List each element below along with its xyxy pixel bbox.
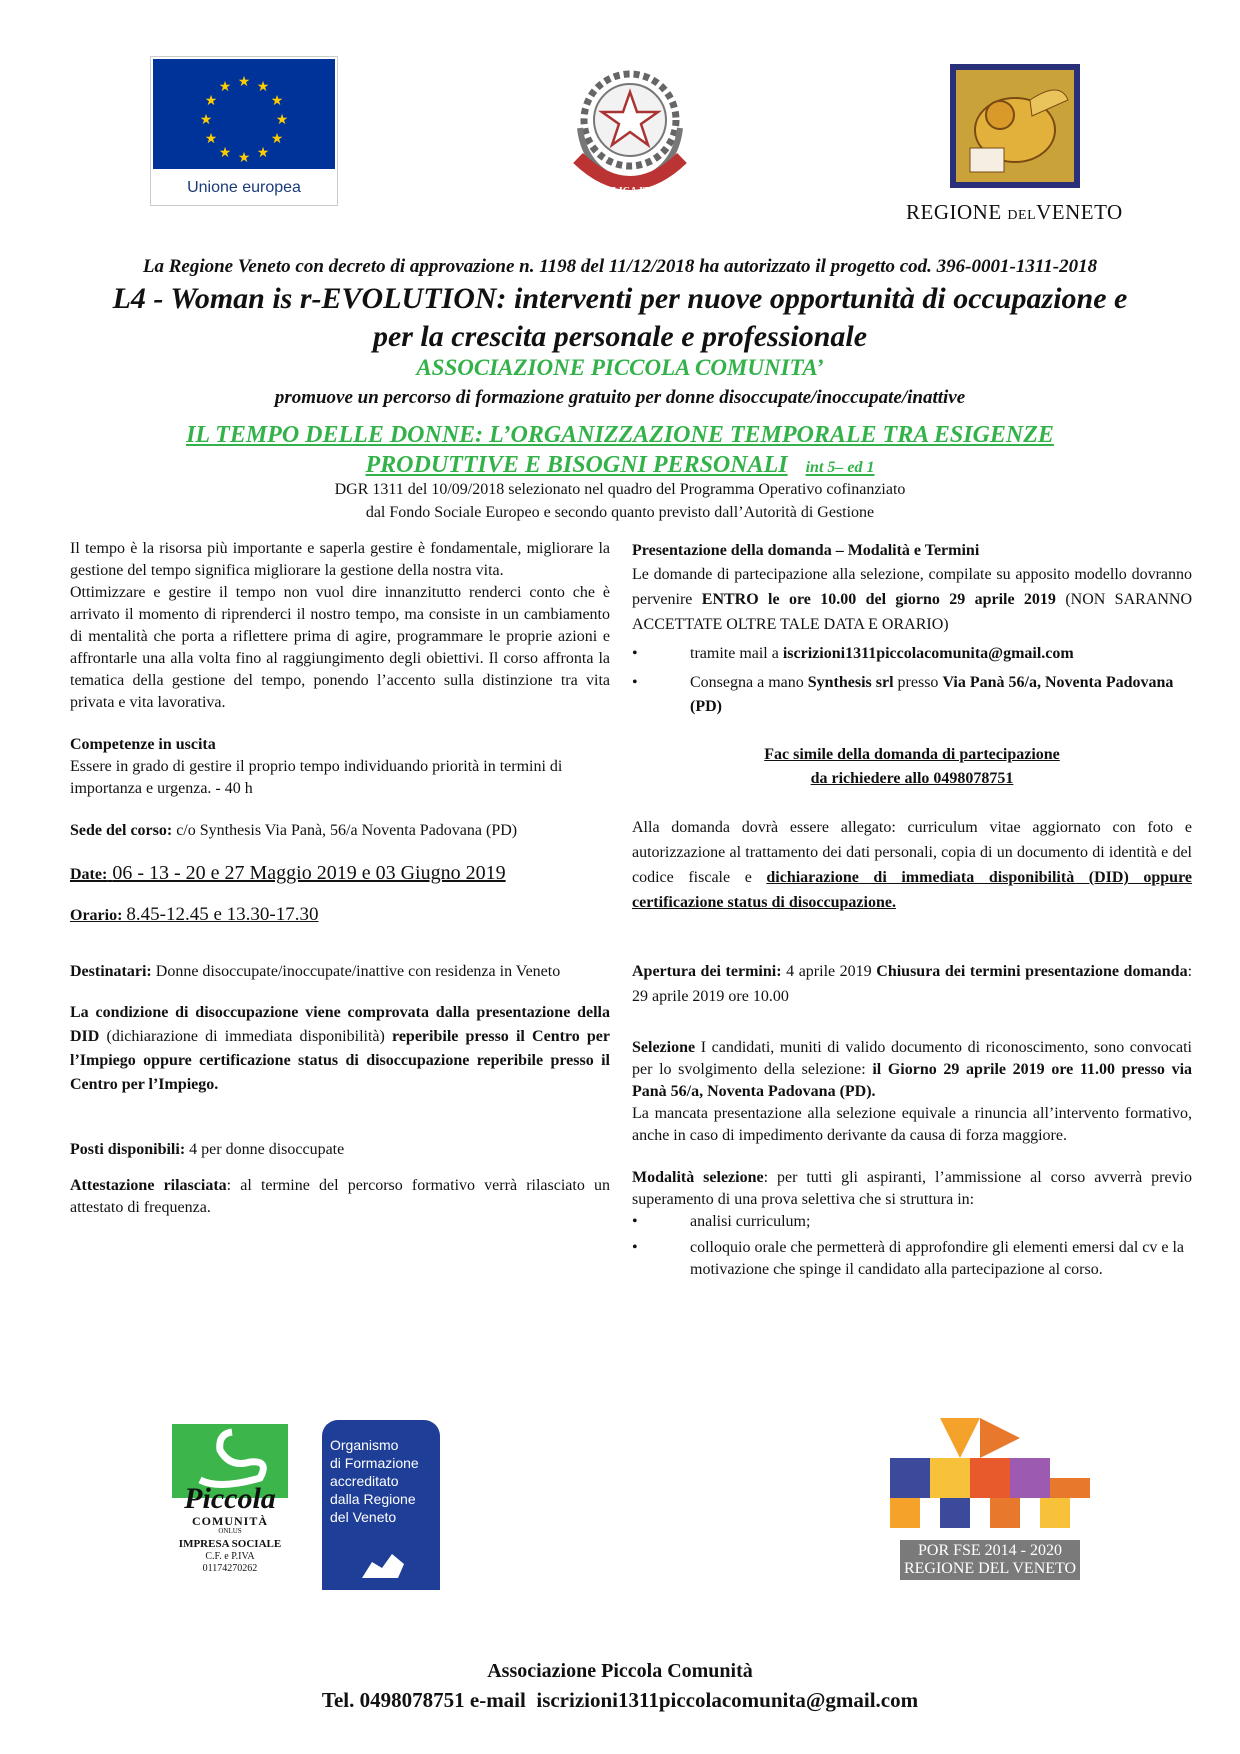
svg-text:★: ★: [204, 131, 218, 147]
piccola-onlus: ONLUS: [218, 1527, 242, 1535]
svg-text:★: ★: [256, 79, 270, 95]
regione-veneto-logo: [900, 60, 1130, 228]
date-text: 06 - 13 - 20 e 27 Maggio 2019 e 03 Giugno 2019: [112, 862, 506, 884]
association-name: ASSOCIAZIONE PICCOLA COMUNITA’: [416, 355, 824, 380]
date-row: [70, 862, 610, 886]
termini-paragraph: [632, 959, 1192, 1009]
svg-text:★: ★: [256, 145, 270, 161]
organismo-line: Organismo: [330, 1437, 399, 1453]
consegna-prefix: Consegna a mano: [690, 674, 804, 691]
svg-text:★: ★: [237, 74, 251, 90]
organismo-text: [322, 1420, 440, 1526]
organismo-line: del Veneto: [330, 1509, 397, 1525]
consegna-address: Via Panà 56/a, Noventa Padovana (PD): [690, 674, 1174, 715]
attestazione-text: : al termine del percorso formativo verrà rilasciato un attestato di frequenza.: [70, 1177, 610, 1216]
allegato-paragraph: [632, 815, 1192, 915]
course-title: [60, 420, 1180, 483]
eu-logo: [150, 56, 338, 206]
lion-mosaic-icon: [880, 1408, 1100, 1534]
footer-email[interactable]: iscrizioni1311piccolacomunita@gmail.com: [536, 1688, 919, 1712]
title-line-2: per la crescita personale e professionale: [372, 320, 868, 353]
por-fse-line-2: REGIONE DEL VENETO: [903, 1560, 1077, 1577]
selection-item-2: [632, 1237, 1192, 1281]
attestazione-label: Attestazione rilasciata: [70, 1177, 227, 1194]
presentazione-paragraph: [632, 562, 1192, 637]
modalita-paragraph: [632, 1167, 1192, 1211]
piccola-cf: C.F. e P.IVA: [205, 1551, 255, 1562]
promotes-text: promuove un percorso di formazione gratuito per donne disoccupate/inoccupate/inattive: [274, 387, 966, 408]
winged-lion-icon: [358, 1548, 408, 1582]
footer-email-label: e-mail: [469, 1688, 526, 1712]
organismo-line: accreditato: [330, 1473, 399, 1489]
course-line-1: IL TEMPO DELLE DONNE: L’ORGANIZZAZIONE TEMPORALE TRA ESIGENZE: [186, 422, 1054, 448]
facsimile-notice: [632, 743, 1192, 791]
svg-text:★: ★: [204, 93, 218, 109]
consegna-bullet: [632, 671, 1192, 719]
allegato-did: dichiarazione di immediata disponibilità (DID) oppure certificazione status di disoccupazione.: [632, 869, 1192, 911]
presentazione-text-2: (NON SARANNO ACCETTATE OLTRE TALE DATA E ORARIO): [632, 591, 1193, 633]
condizione-part-1: La condizione di disoccupazione viene comprovata dalla presentazione della DID: [70, 1004, 610, 1045]
mail-prefix: tramite mail a: [690, 645, 779, 662]
repubblica-ribbon-text: REPVBBLICA ITALIANA: [571, 186, 689, 197]
orario-label: Orario:: [70, 907, 123, 924]
posti-text: 4 per donne disoccupate: [189, 1141, 345, 1158]
selezione-text: I candidati, muniti di valido documento di riconoscimento, sono convocati per lo svolgimento della selezione:: [632, 1039, 1193, 1078]
svg-text:★: ★: [270, 131, 284, 147]
presentazione-deadline: ENTRO le ore 10.00 del giorno 29 aprile 2019: [701, 591, 1056, 608]
presentazione-title: Presentazione della domanda – Modalità e Termini: [632, 542, 980, 559]
modalita-label: Modalità selezione: [632, 1169, 764, 1186]
sede-label: Sede del corso:: [70, 822, 173, 839]
posti-label: Posti disponibili:: [70, 1141, 186, 1158]
facsimile-line-2: da richiedere allo 0498078751: [810, 770, 1014, 787]
condizione-part-2: (dichiarazione di immediata disponibilità): [106, 1028, 385, 1045]
svg-text:★: ★: [237, 150, 251, 166]
footer-tel[interactable]: 0498078751: [359, 1688, 465, 1712]
selection-item-text: analisi curriculum;: [690, 1213, 811, 1230]
intro-paragraph-1: Il tempo è la risorsa più importante e saperla gestire è fondamentale, migliorare la gestione del tempo significa migliorare la gestione della nostra vita.: [70, 540, 610, 579]
selezione-label: Selezione: [632, 1039, 696, 1056]
bullet-dot: •: [632, 674, 638, 691]
destinatari-label: Destinatari:: [70, 963, 152, 980]
svg-text:★: ★: [270, 93, 284, 109]
page-title: [40, 280, 1200, 356]
footer-tel-label: Tel.: [321, 1688, 355, 1712]
veneto-caption-del: DEL: [1007, 208, 1037, 223]
repubblica-emblem: [560, 58, 700, 208]
apertura-label: Apertura dei termini:: [632, 963, 782, 980]
competenze-text: Essere in grado di gestire il proprio tempo individuando priorità in termini di importanza e urgenza. - 40 h: [70, 758, 563, 797]
piccola-impresa: IMPRESA SOCIALE: [178, 1538, 282, 1550]
left-column: [70, 538, 610, 1219]
sede-text: c/o Synthesis Via Panà, 56/a Noventa Padovana (PD): [176, 822, 518, 839]
intro-text: La Regione Veneto con decreto di approvazione n. 1198 del 11/12/2018 ha autorizzato il progetto cod. 396-0001-1311-2018: [142, 256, 1098, 277]
modalita-text: : per tutti gli aspiranti, l’ammissione al corso avverrà previo superamento di una prova selettiva che si struttura in:: [632, 1169, 1193, 1208]
dgr-text: DGR 1311 del 10/09/2018 selezionato nel quadro del Programma Operativo cofinanziato dal Fondo Sociale Europeo e secondo quanto previsto dall’Autorità di Gestione: [334, 481, 906, 521]
mail-address[interactable]: iscrizioni1311piccolacomunita@gmail.com: [782, 645, 1074, 662]
veneto-caption-regione: REGIONE: [906, 200, 1008, 224]
condizione-paragraph: [70, 1001, 610, 1097]
lion-of-venice-icon: [900, 60, 1130, 190]
apertura-text: 4 aprile 2019: [786, 963, 872, 980]
course-line-2: PRODUTTIVE E BISOGNI PERSONALI: [365, 452, 788, 478]
intro-paragraph-2: Ottimizzare e gestire il tempo non vuol dire innanzitutto renderci conto che è arrivato il momento di riprenderci il nostro tempo, ma consiste in un cambiamento di mentalità che porta a riflettere prima di agire, programmare le proprie azioni e affrontarle una alla volta fino al raggiungimento degli obiettivi. Il corso affronta la tematica della gestione del tempo, ponendo l’accento sulla distinzione tra vita privata e vita lavorativa.: [70, 584, 610, 711]
destinatari-text: Donne disoccupate/inoccupate/inattive con residenza in Veneto: [155, 963, 561, 980]
posti-row: [70, 1139, 610, 1161]
destinatari-row: [70, 959, 610, 985]
mancata-text: La mancata presentazione alla selezione equivale a rinuncia all’intervento formativo, anche in caso di impedimento derivante da causa di forza maggiore.: [632, 1105, 1192, 1144]
veneto-caption-veneto: VENETO: [1036, 200, 1123, 224]
sede-row: [70, 820, 610, 842]
svg-text:★: ★: [275, 112, 289, 128]
bullet-dot: •: [632, 1239, 638, 1256]
por-fse-label: [900, 1540, 1080, 1580]
svg-text:★: ★: [218, 79, 232, 95]
selezione-paragraph: [632, 1037, 1192, 1103]
eu-caption: Unione europea: [187, 179, 301, 196]
attestazione-row: [70, 1175, 610, 1219]
mail-bullet: [632, 643, 1192, 665]
course-code: int 5– ed 1: [805, 459, 875, 476]
right-column: [632, 540, 1192, 1281]
por-fse-line-1: POR FSE 2014 - 2020: [917, 1542, 1063, 1559]
piccola-piva: 01174270262: [202, 1563, 258, 1574]
competenze-label: Competenze in uscita: [70, 736, 216, 753]
facsimile-line-1: Fac simile della domanda di partecipazione: [764, 746, 1060, 763]
bullet-dot: •: [632, 645, 638, 662]
footer-association-name: Associazione Piccola Comunità: [487, 1660, 753, 1682]
orario-text: 8.45-12.45 e 13.30-17.30: [126, 904, 319, 925]
selection-item-1: [632, 1211, 1192, 1233]
consegna-mid: presso: [897, 674, 939, 691]
selection-item-text: colloquio orale che permetterà di approfondire gli elementi emersi dal cv e la motivazione che spinge il candidato alla partecipazione al corso.: [690, 1239, 1185, 1278]
consegna-company: Synthesis srl: [807, 674, 894, 691]
chiusura-label: Chiusura dei termini presentazione domanda: [876, 963, 1188, 980]
svg-text:★: ★: [199, 112, 213, 128]
chiusura-text: : 29 aprile 2019 ore 10.00: [632, 963, 1193, 1005]
organismo-logo: [322, 1420, 440, 1590]
piccola-sub: COMUNITÀ: [192, 1514, 268, 1528]
svg-text:★: ★: [218, 145, 232, 161]
date-label: Date:: [70, 866, 108, 883]
allegato-text: Alla domanda dovrà essere allegato: curriculum vitae aggiornato con foto e autorizzazione al trattamento dei dati personali, copia di un documento di identità e del codice fiscale e: [632, 819, 1192, 886]
piccola-name: Piccola: [184, 1482, 276, 1515]
bullet-dot: •: [632, 1213, 638, 1230]
regione-veneto-caption: [906, 200, 1136, 225]
footer-contacts: [0, 1688, 1240, 1713]
orario-row: [70, 904, 610, 927]
selezione-date: il Giorno 29 aprile 2019 ore 11.00 presso via Panà 56/a, Noventa Padovana (PD).: [632, 1061, 1193, 1100]
organismo-line: di Formazione: [330, 1455, 419, 1471]
piccola-comunita-logo: [160, 1420, 300, 1580]
title-line-1: L4 - Woman is r-EVOLUTION: interventi per nuove opportunità di occupazione e: [112, 282, 1128, 315]
presentazione-text-1: Le domande di partecipazione alla selezione, compilate su apposito modello dovranno pervenire: [632, 566, 1192, 608]
organismo-line: dalla Regione: [330, 1491, 416, 1507]
por-fse-logo: [880, 1408, 1100, 1578]
condizione-part-3: reperibile presso il Centro per l’Impiego oppure certificazione status di disoccupazione reperibile presso il Centro per l’Impiego.: [70, 1028, 611, 1093]
